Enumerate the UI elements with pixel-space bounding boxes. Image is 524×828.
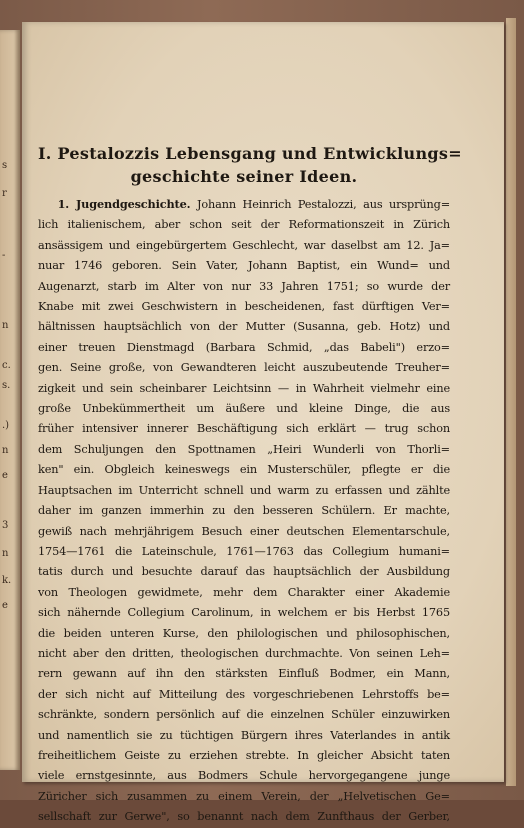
heading-line-1: I. Pestalozzis Lebensgang und Entwicklungs= [38,144,462,163]
body-line: sich nähernde Collegium Carolinum, in welchem er bis Herbst 1765 [38,606,450,620]
body-line: nuar 1746 geboren. Sein Vater, Johann Baptist, ein Wund= und [38,259,450,273]
body-line: Züricher sich zusammen zu einem Verein, der „Helvetischen Ge= [38,789,450,803]
left-page-fragment: 3 [2,520,9,531]
body-line: ken" ein. Obgleich keineswegs ein Musterschüler, pflegte er die [38,463,450,477]
body-line: daher im ganzen immerhin zu den besseren Schülern. Er machte, [38,504,450,518]
first-line [38,194,450,215]
left-page-fragment: e [2,600,8,611]
left-page-fragment: c. [2,360,11,371]
body-line: 1754—1761 die Lateinschule, 1761—1763 das Collegium humani= [38,544,450,558]
body-line: die beiden unteren Kurse, den philologischen und philosophischen, [38,626,450,640]
body-line: hältnissen hauptsächlich von der Mutter (Susanna, geb. Hotz) und [38,320,450,334]
left-page-fragment: s [2,160,8,171]
body-line: früher intensiver innerer Beschäftigung sich erklärt — trug schon [38,422,450,436]
left-page-fragment: e [2,470,8,481]
left-page-fragment: r [2,188,7,199]
left-page-fragment: .) [2,420,10,431]
body-line: Augenarzt, starb im Alter von nur 33 Jahren 1751; so wurde der [38,279,450,293]
page-content [38,142,462,828]
left-page-fragment: s. [2,380,11,391]
chapter-heading [38,142,462,188]
first-line-text: Johann Heinrich Pestalozzi, aus ursprüng= [190,198,451,211]
body-line: zigkeit und sein scheinbarer Leichtsinn — in Wahrheit vielmehr eine [38,381,450,395]
body-line: dem Schuljungen den Spottnamen „Heiri Wunderli von Thorli= [38,442,450,456]
page-stack-edge [506,18,516,786]
body-line: nicht aber den dritten, theologischen durchmachte. Von seinen Leh= [38,646,450,660]
body-line: sellschaft zur Gerwe", so benannt nach dem Zunfthaus der Gerber, [38,810,450,824]
body-line: von Theologen gewidmete, mehr dem Charakter einer Akademie [38,585,450,599]
body-text [38,194,450,828]
body-line: lich italienischem, aber schon seit der Reformationszeit in Zürich [38,218,450,232]
left-page-fragment: n [2,548,9,559]
left-page-fragment: - [2,250,6,261]
body-line: ansässigem und eingebürgertem Geschlecht, war daselbst am 12. Ja= [38,238,450,252]
body-line: rern gewann auf ihn den stärksten Einfluß Bodmer, ein Mann, [38,667,450,681]
left-page-fragment: n [2,445,9,456]
body-line: tatis durch und besuchte darauf das hauptsächlich der Ausbildung [38,565,450,579]
body-line: Knabe mit zwei Geschwistern in bescheidenen, fast dürftigen Ver= [38,300,450,314]
body-line: und namentlich sie zu tüchtigen Bürgern ihres Vaterlandes in antik [38,728,450,742]
body-line: schränkte, sondern persönlich auf die einzelnen Schüler einzuwirken [38,708,450,722]
book-page [22,22,504,824]
heading-line-2: geschichte seiner Ideen. [130,167,358,186]
body-line: freiheitlichem Geiste zu erziehen strebte. In gleicher Absicht taten [38,748,450,762]
body-line: einer treuen Dienstmagd (Barbara Schmid, „das Babeli") erzo= [38,340,450,354]
body-line: viele ernstgesinnte, aus Bodmers Schule hervorgegangene junge [38,769,450,783]
left-page-edge [0,30,20,770]
body-line: Hauptsachen im Unterricht schnell und warm zu erfassen und zählte [38,483,450,497]
body-line: gewiß nach mehrjährigem Besuch einer deutschen Elementarschule, [38,524,450,538]
body-line: große Unbekümmertheit um äußere und kleine Dinge, die aus [38,402,450,416]
left-page-fragment: n [2,320,9,331]
section-label: 1. Jugendgeschichte. [57,197,191,211]
body-line: gen. Seine große, von Gewandteren leicht auszubeutende Treuher= [38,361,450,375]
left-page-fragment: k. [2,575,12,586]
body-line: der sich nicht auf Mitteilung des vorgeschriebenen Lehrstoffs be= [38,687,450,701]
